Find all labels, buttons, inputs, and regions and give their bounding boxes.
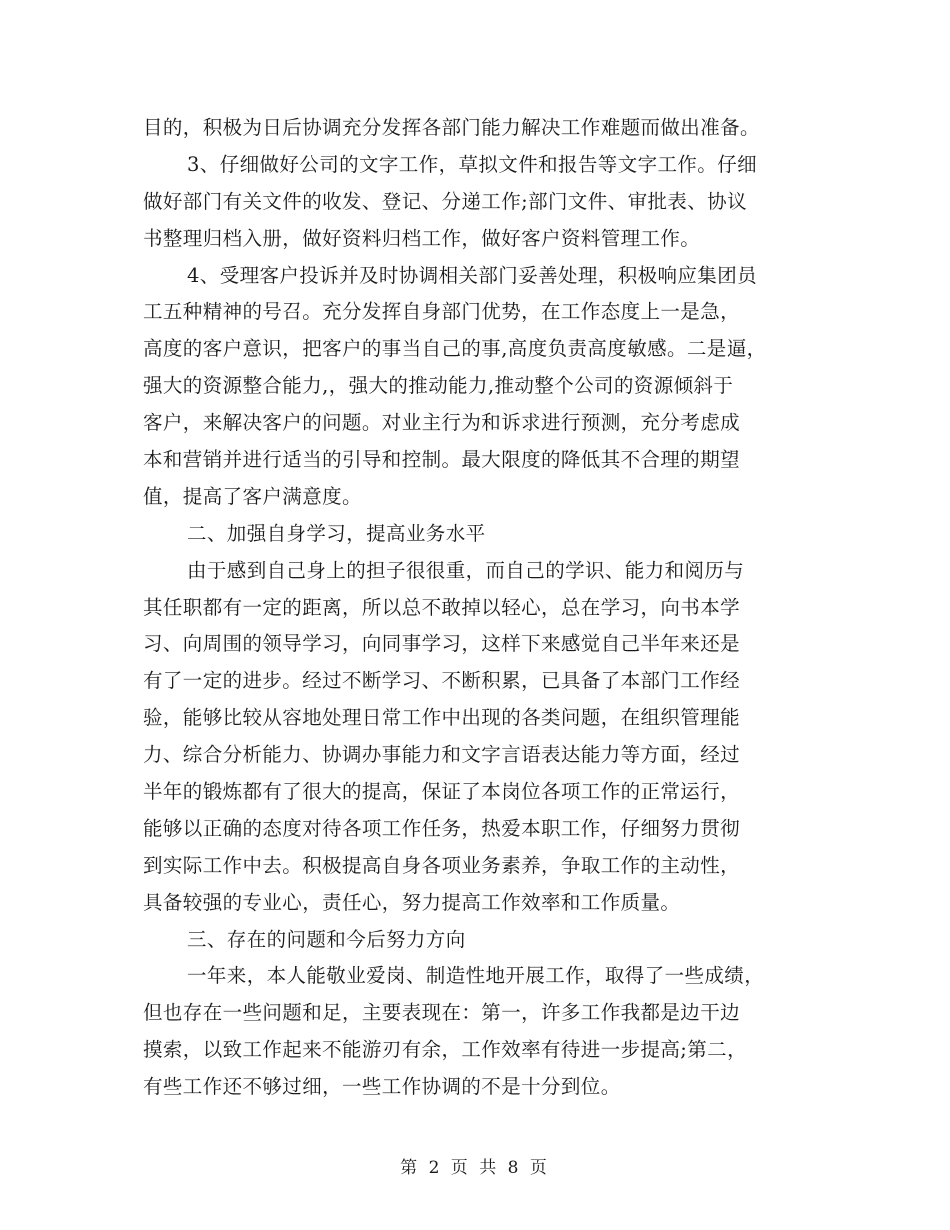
text-line: 本和营销并进行适当的引导和控制。最大限度的降低其不合理的期望: [143, 448, 741, 472]
text-line: 一年来，本人能敬业爱岗、制造性地开展工作，取得了一些成绩，: [187, 964, 765, 988]
text-line: 目的，积极为日后协调充分发挥各部门能力解决工作难题而做出准备。: [143, 116, 760, 139]
document-body: [143, 110, 813, 1106]
text-line: 但也存在一些问题和足，主要表现在：第一，许多工作我都是边干边: [143, 1001, 741, 1025]
text-line: 能够以正确的态度对待各项工作任务，热爱本职工作，仔细努力贯彻: [143, 816, 741, 840]
text-line: 习、向周围的领导学习，向同事学习，这样下来感觉自己半年来还是: [143, 632, 741, 656]
text-line: 由于感到自己身上的担子很很重，而自己的学识、能力和阅历与: [187, 558, 745, 582]
text-line: 3、仔细做好公司的文字工作，草拟文件和报告等文字工作。仔细: [187, 152, 758, 176]
text-line: 半年的锻炼都有了很大的提高，保证了本岗位各项工作的正常运行，: [143, 780, 741, 804]
text-line: 验，能够比较从容地处理日常工作中出现的各类问题，在组织管理能: [143, 706, 741, 730]
text-line: 三、存在的问题和今后努力方向: [187, 927, 466, 951]
text-line: 客户，来解决客户的问题。对业主行为和诉求进行预测，充分考虑成: [143, 411, 741, 435]
text-line: 强大的资源整合能力,，强大的推动能力,推动整个公司的资源倾斜于: [143, 374, 734, 398]
text-line: 其任职都有一定的距离，所以总不敢掉以轻心，总在学习，向书本学: [143, 595, 741, 619]
page-footer: 第 2 页 共 8 页: [400, 1158, 550, 1178]
text-line: 摸索，以致工作起来不能游刃有余，工作效率有待进一步提高;第二，: [143, 1038, 747, 1062]
text-line: 有了一定的进步。经过不断学习、不断积累，已具备了本部门工作经: [143, 669, 741, 693]
text-line: 具备较强的专业心，责任心，努力提高工作效率和工作质量。: [143, 890, 681, 914]
text-line: 工五种精神的号召。充分发挥自身部门优势，在工作态度上一是急，: [143, 300, 741, 324]
text-line: 4、受理客户投诉并及时协调相关部门妥善处理，积极响应集团员: [187, 263, 758, 287]
text-line: 到实际工作中去。积极提高自身各项业务素养，争取工作的主动性，: [143, 853, 741, 877]
text-line: 力、综合分析能力、协调办事能力和文字言语表达能力等方面，经过: [143, 743, 741, 767]
text-line: 值，提高了客户满意度。: [143, 484, 362, 508]
text-line: 有些工作还不够过细，一些工作协调的不是十分到位。: [143, 1075, 621, 1099]
text-line: 二、加强自身学习，提高业务水平: [187, 521, 486, 545]
text-line: 做好部门有关文件的收发、登记、分递工作;部门文件、审批表、协议: [143, 189, 747, 213]
text-line: 书整理归档入册，做好资料归档工作，做好客户资料管理工作。: [143, 226, 701, 250]
text-line: 高度的客户意识，把客户的事当自己的事,高度负责高度敏感。二是逼，: [143, 337, 767, 361]
